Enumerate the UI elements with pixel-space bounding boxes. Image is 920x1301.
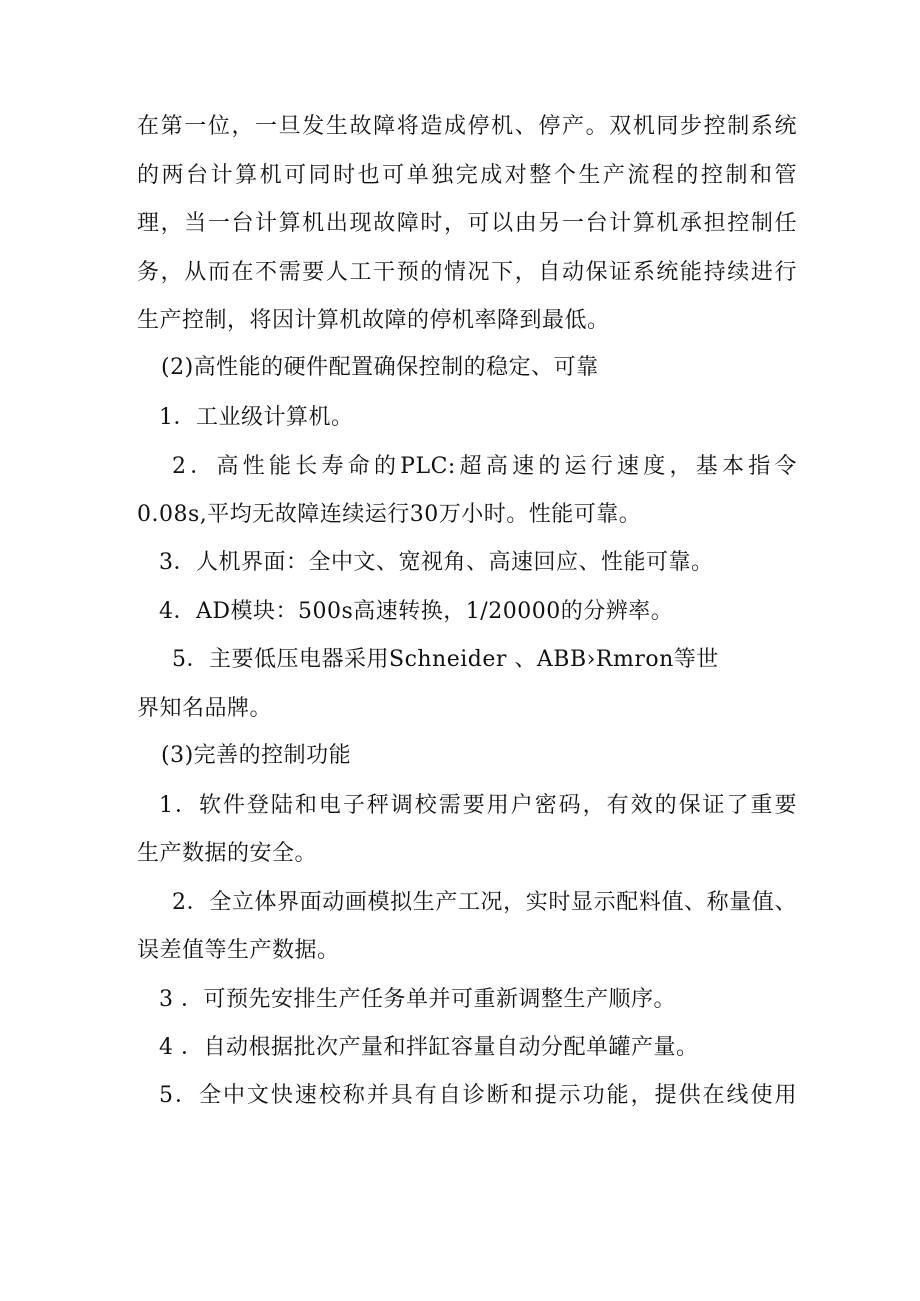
paragraph-line: 理，当一台计算机出现故障时，可以由另一台计算机承担控制任 xyxy=(137,211,797,236)
list-item: 2．高性能长寿命的PLC:超高速的运行速度，基本指令 xyxy=(172,454,797,479)
paragraph-line: 务，从而在不需要人工干预的情况下，自动保证系统能持续进行 xyxy=(137,260,797,285)
list-item: 1．软件登陆和电子秤调校需要用户密码，有效的保证了重要 xyxy=(159,793,797,818)
list-item: 3．人机界面：全中文、宽视角、高速回应、性能可靠。 xyxy=(159,550,714,575)
list-item: 3 ．可预先安排生产任务单并可重新调整生产顺序。 xyxy=(159,987,676,1012)
list-item: 2．全立体界面动画模拟生产工况，实时显示配料值、称量值、 xyxy=(172,890,797,915)
list-item-continuation: 界知名品牌。 xyxy=(137,696,273,721)
list-item-continuation: 误差值等生产数据。 xyxy=(137,938,340,963)
list-item: 5．全中文快速校称并具有自诊断和提示功能，提供在线使用 xyxy=(159,1083,797,1108)
list-item: 1．工业级计算机。 xyxy=(159,405,354,430)
list-item-continuation: 0.08s,平均无故障连续运行30万小时。性能可靠。 xyxy=(137,502,642,527)
paragraph-line: 生产控制，将因计算机故障的停机率降到最低。 xyxy=(137,308,610,333)
list-item: 4．AD模块：500s高速转换，1/20000的分辨率。 xyxy=(159,599,674,624)
list-item-continuation: 生产数据的安全。 xyxy=(137,841,318,866)
list-item: 5．主要低压电器采用Schneider 、ABB›Rmron等世 xyxy=(172,647,719,672)
paragraph-line: 在第一位，一旦发生故障将造成停机、停产。双机同步控制系统 xyxy=(137,114,797,139)
section-heading: (2)高性能的硬件配置确保控制的稳定、可靠 xyxy=(161,355,599,380)
paragraph-line: 的两台计算机可同时也可单独完成对整个生产流程的控制和管 xyxy=(137,163,797,188)
section-heading: (3)完善的控制功能 xyxy=(161,743,352,768)
list-item: 4 ．自动根据批次产量和拌缸容量自动分配单罐产量。 xyxy=(159,1035,699,1060)
